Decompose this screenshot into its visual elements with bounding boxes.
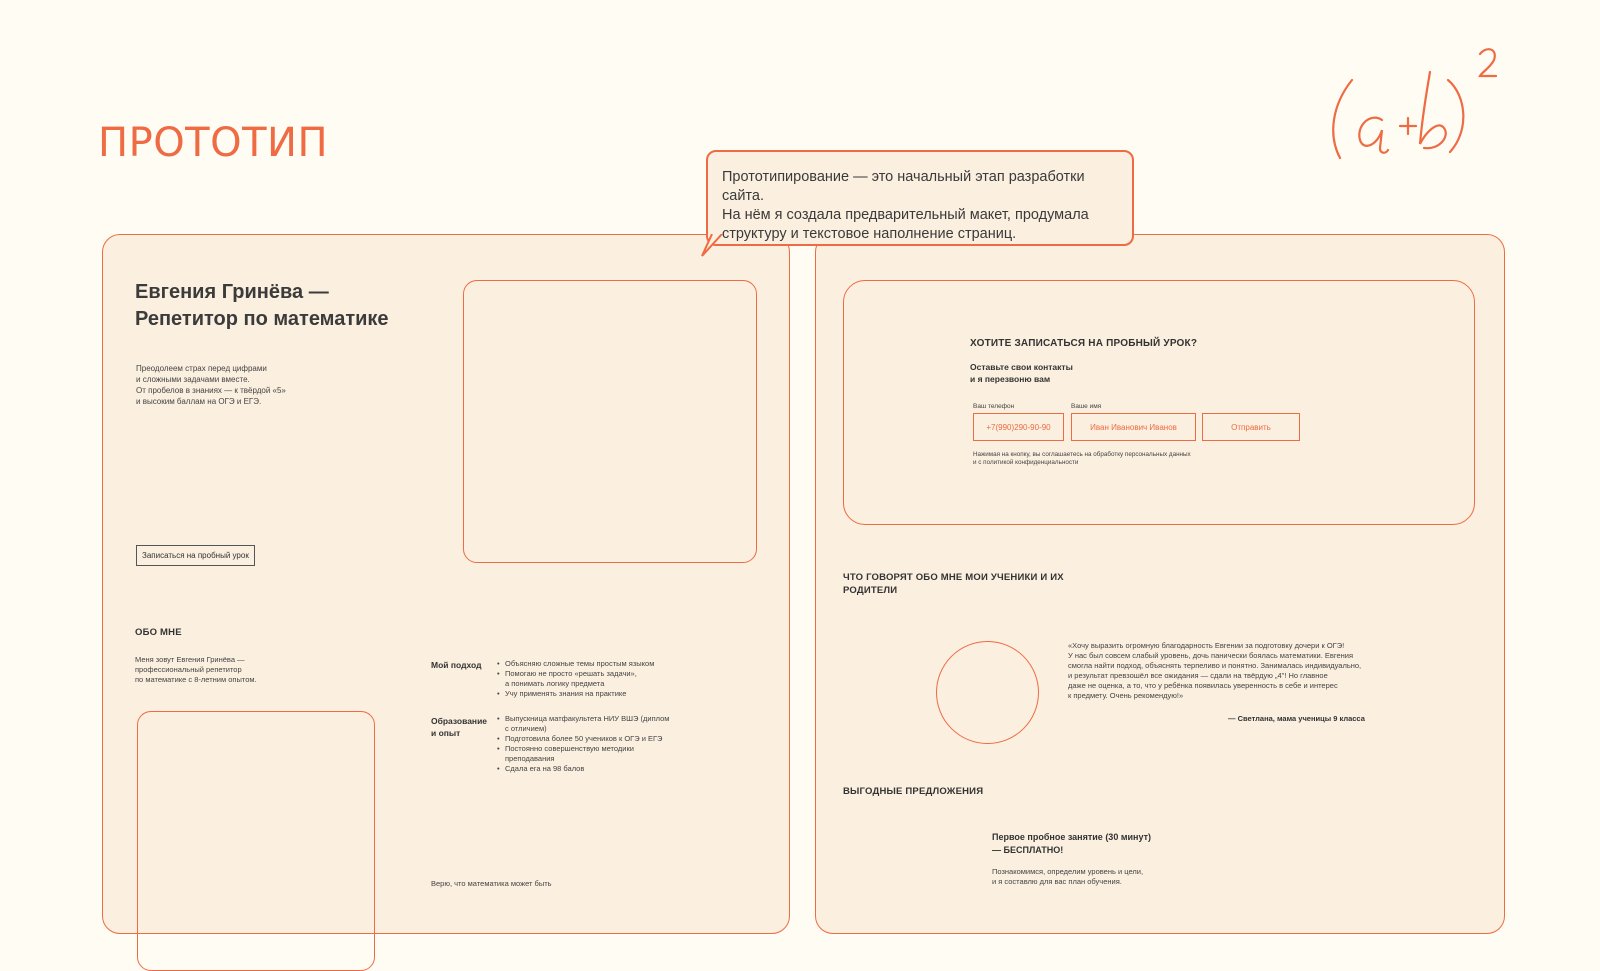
reviews-heading [843, 571, 1064, 597]
list-item: • Учу применять знания на практике [505, 689, 705, 699]
hero-text-line: и сложными задачами вместе. [136, 375, 250, 384]
about-text-line: профессиональный репетитор [135, 665, 242, 674]
prototype-page-left [102, 234, 790, 934]
education-label-line: Образование [431, 716, 488, 726]
submit-button[interactable]: Отправить [1202, 413, 1300, 441]
offer-title-line: — БЕСПЛАТНО! [992, 845, 1064, 855]
hero-text-line: Преодолеем страх перед цифрами [136, 364, 267, 373]
review-quote [1068, 641, 1378, 701]
offers-heading: ВЫГОДНЫЕ ПРЕДЛОЖЕНИЯ [843, 786, 984, 797]
list-item: • Постоянно совершенствую методики [505, 744, 705, 754]
offer-text [992, 867, 1192, 887]
formula-decoration [1330, 40, 1550, 170]
consent-line: и с политикой конфиденциальности [973, 459, 1079, 466]
review-author: — Светлана, мама ученицы 9 класса [1228, 714, 1365, 723]
tooltip-line: структуру и текстовое наполнение страниц. [722, 226, 1017, 242]
list-item: • Помогаю не просто «решать задачи», [505, 669, 705, 679]
review-quote-line: к предмету. Очень рекомендую!» [1068, 691, 1184, 700]
list-item: с отличием) [505, 724, 547, 733]
consent-text [973, 451, 1191, 467]
approach-label: Мой подход [431, 660, 482, 670]
list-item: • Сдала ега на 98 балов [505, 764, 705, 774]
signup-heading: ХОТИТЕ ЗАПИСАТЬСЯ НА ПРОБНЫЙ УРОК? [970, 338, 1198, 349]
about-text-line: по математике с 8-летним опытом. [135, 675, 257, 684]
list-item: преподавания [505, 754, 555, 763]
hero-title-line: Евгения Гринёва — [135, 281, 329, 303]
tooltip-tail [698, 234, 728, 264]
education-label-line: и опыт [431, 728, 461, 738]
offer-title [992, 831, 1151, 857]
reviewer-avatar [936, 641, 1039, 744]
consent-line: Нажимая на кнопку, вы соглашаетесь на обработку персональных данных [973, 451, 1191, 458]
phone-label: Ваш телефон [973, 403, 1015, 410]
tooltip-line: Прототипирование — это начальный этап разработки сайта. [722, 169, 1085, 204]
about-heading: ОБО МНЕ [135, 627, 182, 638]
about-text [135, 655, 335, 685]
list-item: • Объясняю сложные темы простым языком [505, 659, 705, 669]
list-item: а понимать логику предмета [505, 679, 605, 688]
about-footer-text: Верю, что математика может быть [431, 879, 552, 888]
prototype-page-right [815, 234, 1505, 934]
review-quote-line: даже не оценка, а то, что у ребёнка появилась уверенность в себе и интерес [1068, 681, 1338, 690]
hero-title [135, 279, 435, 333]
offer-text-line: и я составлю для вас план обучения. [992, 877, 1122, 886]
reviews-heading-line: РОДИТЕЛИ [843, 585, 898, 596]
about-text-line: Меня зовут Евгения Гринёва — [135, 655, 245, 664]
signup-block [843, 280, 1475, 525]
list-item: • Выпускница матфакультета НИУ ВШЭ (диплом [505, 714, 705, 724]
offer-text-line: Познакомимся, определим уровень и цели, [992, 867, 1144, 876]
signup-subheading-line: и я перезвоню вам [970, 374, 1051, 384]
name-input[interactable]: Иван Иванович Иванов [1071, 413, 1196, 441]
hero-text [136, 363, 336, 407]
page-title: ПРОТОТИП [98, 120, 329, 166]
approach-list [495, 659, 705, 699]
hero-title-line: Репетитор по математике [135, 308, 389, 330]
review-quote-line: и результат превзошёл все ожидания — сдали на твёрдую „4"! Но главное [1068, 671, 1328, 680]
prototype-tooltip [706, 150, 1134, 246]
name-label: Ваше имя [1071, 403, 1102, 410]
review-quote-line: «Хочу выразить огромную благодарность Евгении за подготовку дочери к ОГЭ! [1068, 641, 1345, 650]
hero-image-placeholder [463, 280, 757, 563]
hero-text-line: От пробелов в знаниях — к твёрдой «5» [136, 386, 286, 395]
hero-text-line: и высоким баллам на ОГЭ и ЕГЭ. [136, 397, 262, 406]
review-quote-line: смогла найти подход, объяснять терпеливо и понятно. Занималась индивидуально, [1068, 661, 1362, 670]
signup-subheading-line: Оставьте свои контакты [970, 362, 1073, 372]
review-quote-line: У нас был совсем слабый уровень, дочь панически боялась математики. Евгения [1068, 651, 1354, 660]
list-item: • Подготовила более 50 учеников к ОГЭ и ЕГЭ [505, 734, 705, 744]
tooltip-line: На нём я создала предварительный макет, продумала [722, 207, 1089, 223]
education-label [431, 715, 487, 739]
reviews-heading-line: ЧТО ГОВОРЯТ ОБО МНЕ МОИ УЧЕНИКИ И ИХ [843, 572, 1064, 583]
book-trial-button[interactable]: Записаться на пробный урок [136, 545, 255, 566]
offer-title-line: Первое пробное занятие (30 минут) [992, 832, 1151, 842]
about-image-placeholder [137, 711, 375, 971]
signup-subheading [970, 361, 1073, 385]
education-list [495, 714, 705, 774]
phone-input[interactable]: +7(990)290-90-90 [973, 413, 1064, 441]
